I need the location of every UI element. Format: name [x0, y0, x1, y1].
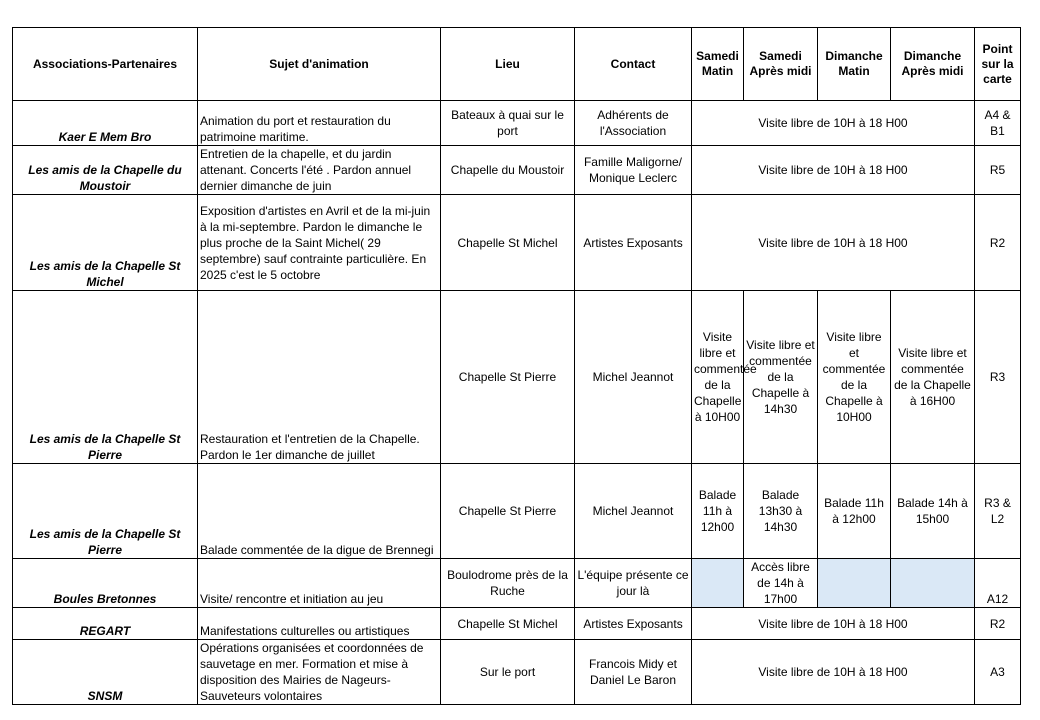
place: Chapelle St Michel [441, 195, 575, 291]
schedule: Visite libre de 10H à 18 H00 [692, 195, 975, 291]
sunday-afternoon-slot: Visite libre et commentée de la Chapelle à 16H00 [891, 291, 975, 464]
header-row [13, 28, 1021, 101]
schedule: Visite libre de 10H à 18 H00 [692, 146, 975, 195]
map-point: R5 [975, 146, 1021, 195]
saturday-afternoon-slot: Visite libre et commentée de la Chapelle à 14h30 [744, 291, 818, 464]
schedule: Visite libre de 10H à 18 H00 [692, 640, 975, 705]
saturday-afternoon-slot: Accès libre de 14h à 17h00 [744, 559, 818, 608]
contact: L'équipe présente ce jour là [575, 559, 692, 608]
animations-table [12, 27, 1021, 705]
contact: Michel Jeannot [575, 464, 692, 559]
association-name: REGART [13, 608, 198, 640]
schedule: Visite libre de 10H à 18 H00 [692, 608, 975, 640]
sunday-afternoon-slot: Balade 14h à 15h00 [891, 464, 975, 559]
saturday-morning-slot: Visite libre et commentée de la Chapelle à 10H00 [692, 291, 744, 464]
animation-subject: Restauration et l'entretien de la Chapelle. Pardon le 1er dimanche de juillet [198, 291, 441, 464]
place: Boulodrome près de la Ruche [441, 559, 575, 608]
map-point: A4 & B1 [975, 101, 1021, 146]
header-place: Lieu [441, 28, 575, 101]
place: Chapelle St Michel [441, 608, 575, 640]
table-row [13, 146, 1021, 195]
table-row [13, 101, 1021, 146]
sunday-morning-slot: Visite libre et commentée de la Chapelle à 10H00 [818, 291, 891, 464]
association-name: Les amis de la Chapelle St Pierre [13, 464, 198, 559]
header-map-point: Point sur la carte [975, 28, 1021, 101]
header-saturday-afternoon: Samedi Après midi [744, 28, 818, 101]
saturday-afternoon-slot: Balade 13h30 à 14h30 [744, 464, 818, 559]
map-point: R2 [975, 195, 1021, 291]
header-contact: Contact [575, 28, 692, 101]
table-row [13, 608, 1021, 640]
contact: Michel Jeannot [575, 291, 692, 464]
association-name: SNSM [13, 640, 198, 705]
animation-subject: Opérations organisées et coordonnées de sauvetage en mer. Formation et mise à disposition des Mairies de Nageurs-Sauveteurs volontaires [198, 640, 441, 705]
header-saturday-morning: Samedi Matin [692, 28, 744, 101]
table-row [13, 195, 1021, 291]
place: Sur le port [441, 640, 575, 705]
map-point: A3 [975, 640, 1021, 705]
map-point: A12 [975, 559, 1021, 608]
place: Chapelle St Pierre [441, 464, 575, 559]
saturday-morning-slot [692, 559, 744, 608]
place: Bateaux à quai sur le port [441, 101, 575, 146]
contact: Famille Maligorne/ Monique Leclerc [575, 146, 692, 195]
association-name: Les amis de la Chapelle St Michel [13, 195, 198, 291]
header-sunday-morning: Dimanche Matin [818, 28, 891, 101]
animation-subject: Balade commentée de la digue de Brennegi [198, 464, 441, 559]
animation-subject: Animation du port et restauration du patrimoine maritime. [198, 101, 441, 146]
schedule: Visite libre de 10H à 18 H00 [692, 101, 975, 146]
map-point: R3 [975, 291, 1021, 464]
map-point: R3 & L2 [975, 464, 1021, 559]
contact: Adhérents de l'Association [575, 101, 692, 146]
animation-subject: Exposition d'artistes en Avril et de la mi-juin à la mi-septembre. Pardon le dimanche le plus proche de la Saint Michel( 29 septembre) sauf contrainte particulière. En 2025 c'est le 5 octobre [198, 195, 441, 291]
animation-subject: Visite/ rencontre et initiation au jeu [198, 559, 441, 608]
header-assoc: Associations-Partenaires [13, 28, 198, 101]
table-row [13, 640, 1021, 705]
animation-subject: Manifestations culturelles ou artistiques [198, 608, 441, 640]
sunday-afternoon-slot [891, 559, 975, 608]
table-row [13, 559, 1021, 608]
header-subject: Sujet d'animation [198, 28, 441, 101]
saturday-morning-slot: Balade 11h à 12h00 [692, 464, 744, 559]
contact: Artistes Exposants [575, 195, 692, 291]
table-row [13, 464, 1021, 559]
map-point: R2 [975, 608, 1021, 640]
table-row [13, 291, 1021, 464]
contact: Francois Midy et Daniel Le Baron [575, 640, 692, 705]
association-name: Kaer E Mem Bro [13, 101, 198, 146]
sunday-morning-slot: Balade 11h à 12h00 [818, 464, 891, 559]
association-name: Les amis de la Chapelle du Moustoir [13, 146, 198, 195]
place: Chapelle du Moustoir [441, 146, 575, 195]
association-name: Les amis de la Chapelle St Pierre [13, 291, 198, 464]
contact: Artistes Exposants [575, 608, 692, 640]
sunday-morning-slot [818, 559, 891, 608]
association-name: Boules Bretonnes [13, 559, 198, 608]
animation-subject: Entretien de la chapelle, et du jardin attenant. Concerts l'été . Pardon annuel dernier dimanche de juin [198, 146, 441, 195]
place: Chapelle St Pierre [441, 291, 575, 464]
header-sunday-afternoon: Dimanche Après midi [891, 28, 975, 101]
